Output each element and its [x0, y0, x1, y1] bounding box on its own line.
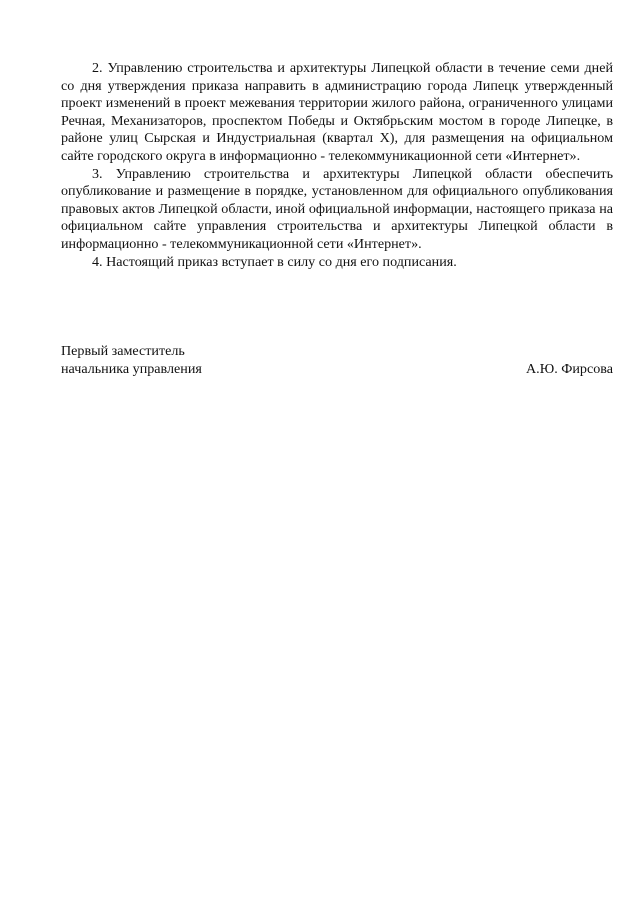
document-body: [61, 60, 613, 271]
paragraph-4: 4. Настоящий приказ вступает в силу со дня его подписания.: [92, 253, 457, 270]
signature-block: [61, 343, 613, 378]
signature-position-line1: [61, 343, 613, 361]
paragraph-3: 3. Управлению строительства и архитектуры Липецкой области обеспечить опубликование и размещение в порядке, установленном для официального опубликования правовых актов Липецкой области, иной официальной информации, настоящего приказа на официальном сайте управления строительства и архитектуры Липецкой области в информационно - телекоммуникационной сети «Интернет».: [61, 165, 613, 252]
signature-position-department: начальника управления: [61, 360, 202, 377]
paragraph-2: 2. Управлению строительства и архитектуры Липецкой области в течение семи дней со дня утверждения приказа направить в администрацию города Липецк утвержденный проект изменений в проект межевания территории жилого района, ограниченного улицами Речная, Механизаторов, проспектом Победы и Октябрьским мостом в городе Липецке, в районе улиц Сырская и Индустриальная (квартал X), для размещения на официальном сайте городского округа в информационно - телекоммуникационной сети «Интернет».: [61, 60, 613, 164]
signature-position-title: Первый заместитель: [61, 343, 185, 359]
signature-position-line2: [61, 361, 613, 379]
signatory-name: А.Ю. Фирсова: [526, 360, 613, 377]
